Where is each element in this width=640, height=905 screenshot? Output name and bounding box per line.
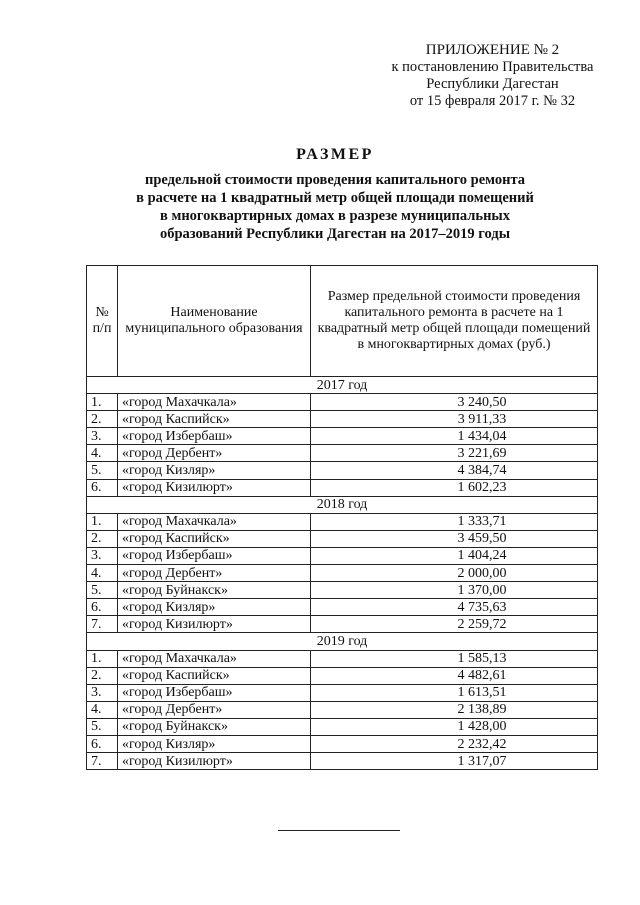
row-municipality: «город Буйнакск» xyxy=(118,718,311,735)
row-number: 5. xyxy=(87,718,118,735)
table-row xyxy=(87,650,598,667)
table-row xyxy=(87,513,598,530)
row-municipality: «город Кизляр» xyxy=(118,462,311,479)
year-label: 2019 год xyxy=(87,633,598,650)
row-number: 6. xyxy=(87,735,118,752)
row-number: 3. xyxy=(87,428,118,445)
row-municipality: «город Махачкала» xyxy=(118,650,311,667)
row-number: 5. xyxy=(87,462,118,479)
row-number: 1. xyxy=(87,394,118,411)
row-number: 6. xyxy=(87,599,118,616)
row-number: 1. xyxy=(87,513,118,530)
row-cost: 2 138,89 xyxy=(311,701,598,718)
row-number: 4. xyxy=(87,701,118,718)
table-row xyxy=(87,411,598,428)
table-row xyxy=(87,479,598,496)
row-municipality: «город Дербент» xyxy=(118,701,311,718)
row-municipality: «город Избербаш» xyxy=(118,428,311,445)
row-cost: 4 735,63 xyxy=(311,599,598,616)
row-number: 4. xyxy=(87,565,118,582)
footer-rule xyxy=(278,830,400,831)
annex-line-date: от 15 февраля 2017 г. № 32 xyxy=(409,93,576,109)
row-municipality: «город Кизляр» xyxy=(118,735,311,752)
row-cost: 2 259,72 xyxy=(311,616,598,633)
row-cost: 3 240,50 xyxy=(311,394,598,411)
annex-line-decree: к постановлению Правительства xyxy=(391,59,594,75)
row-number: 3. xyxy=(87,684,118,701)
row-cost: 2 000,00 xyxy=(311,565,598,582)
row-municipality: «город Кизилюрт» xyxy=(118,616,311,633)
row-cost: 1 602,23 xyxy=(311,479,598,496)
table-row xyxy=(87,428,598,445)
row-municipality: «город Дербент» xyxy=(118,565,311,582)
document-heading xyxy=(80,146,590,243)
row-cost: 3 911,33 xyxy=(311,411,598,428)
row-municipality: «город Каспийск» xyxy=(118,530,311,547)
row-cost: 4 482,61 xyxy=(311,667,598,684)
table-row xyxy=(87,547,598,564)
row-number: 1. xyxy=(87,650,118,667)
document-title: РАЗМЕР xyxy=(296,146,374,163)
year-label: 2017 год xyxy=(87,377,598,394)
row-cost: 1 613,51 xyxy=(311,684,598,701)
row-number: 6. xyxy=(87,479,118,496)
annex-title: ПРИЛОЖЕНИЕ № 2 xyxy=(425,42,560,58)
row-municipality: «город Кизляр» xyxy=(118,599,311,616)
row-municipality: «город Буйнакск» xyxy=(118,582,311,599)
row-cost: 3 221,69 xyxy=(311,445,598,462)
row-cost: 1 428,00 xyxy=(311,718,598,735)
table-row xyxy=(87,394,598,411)
row-cost: 1 404,24 xyxy=(311,547,598,564)
row-number: 2. xyxy=(87,667,118,684)
cost-table xyxy=(86,265,598,770)
row-number: 2. xyxy=(87,530,118,547)
heading-line-3: в многоквартирных домах в разрезе муниципальных xyxy=(159,208,510,224)
table-row xyxy=(87,667,598,684)
table-row xyxy=(87,701,598,718)
year-row xyxy=(87,377,598,394)
year-row xyxy=(87,496,598,513)
heading-line-1: предельной стоимости проведения капитального ремонта xyxy=(144,172,526,188)
heading-line-2: в расчете на 1 квадратный метр общей площади помещений xyxy=(136,190,534,206)
row-municipality: «город Кизилюрт» xyxy=(118,753,311,770)
table-row xyxy=(87,445,598,462)
row-cost: 3 459,50 xyxy=(311,530,598,547)
row-municipality: «город Избербаш» xyxy=(118,547,311,564)
row-cost: 1 370,00 xyxy=(311,582,598,599)
row-municipality: «город Махачкала» xyxy=(118,513,311,530)
table-body xyxy=(87,377,598,770)
table-row xyxy=(87,684,598,701)
table-header-row xyxy=(87,266,598,377)
row-number: 5. xyxy=(87,582,118,599)
header-cost: Размер предельной стоимости проведения капитального ремонта в расчете на 1 квадратный метр общей площади помещений в многоквартирных домах (руб.) xyxy=(311,266,598,377)
table-row xyxy=(87,582,598,599)
row-cost: 4 384,74 xyxy=(311,462,598,479)
table-row xyxy=(87,718,598,735)
row-cost: 1 434,04 xyxy=(311,428,598,445)
row-cost: 1 585,13 xyxy=(311,650,598,667)
row-number: 3. xyxy=(87,547,118,564)
annex-block xyxy=(380,42,605,110)
table-row xyxy=(87,735,598,752)
annex-line-republic: Республики Дагестан xyxy=(426,76,559,92)
year-label: 2018 год xyxy=(87,496,598,513)
row-municipality: «город Дербент» xyxy=(118,445,311,462)
year-row xyxy=(87,633,598,650)
row-municipality: «город Избербаш» xyxy=(118,684,311,701)
row-municipality: «город Каспийск» xyxy=(118,411,311,428)
row-number: 7. xyxy=(87,753,118,770)
row-cost: 1 333,71 xyxy=(311,513,598,530)
row-number: 4. xyxy=(87,445,118,462)
row-municipality: «город Махачкала» xyxy=(118,394,311,411)
row-municipality: «город Кизилюрт» xyxy=(118,479,311,496)
row-number: 7. xyxy=(87,616,118,633)
row-municipality: «город Каспийск» xyxy=(118,667,311,684)
header-number: № п/п xyxy=(87,266,118,377)
table-row xyxy=(87,753,598,770)
heading-line-4: образований Республики Дагестан на 2017–2019 годы xyxy=(159,226,511,242)
row-cost: 1 317,07 xyxy=(311,753,598,770)
table-row xyxy=(87,616,598,633)
header-municipality: Наименование муниципального образования xyxy=(118,266,311,377)
table-row xyxy=(87,462,598,479)
table-row xyxy=(87,599,598,616)
table-row xyxy=(87,530,598,547)
row-number: 2. xyxy=(87,411,118,428)
row-cost: 2 232,42 xyxy=(311,735,598,752)
table-row xyxy=(87,565,598,582)
